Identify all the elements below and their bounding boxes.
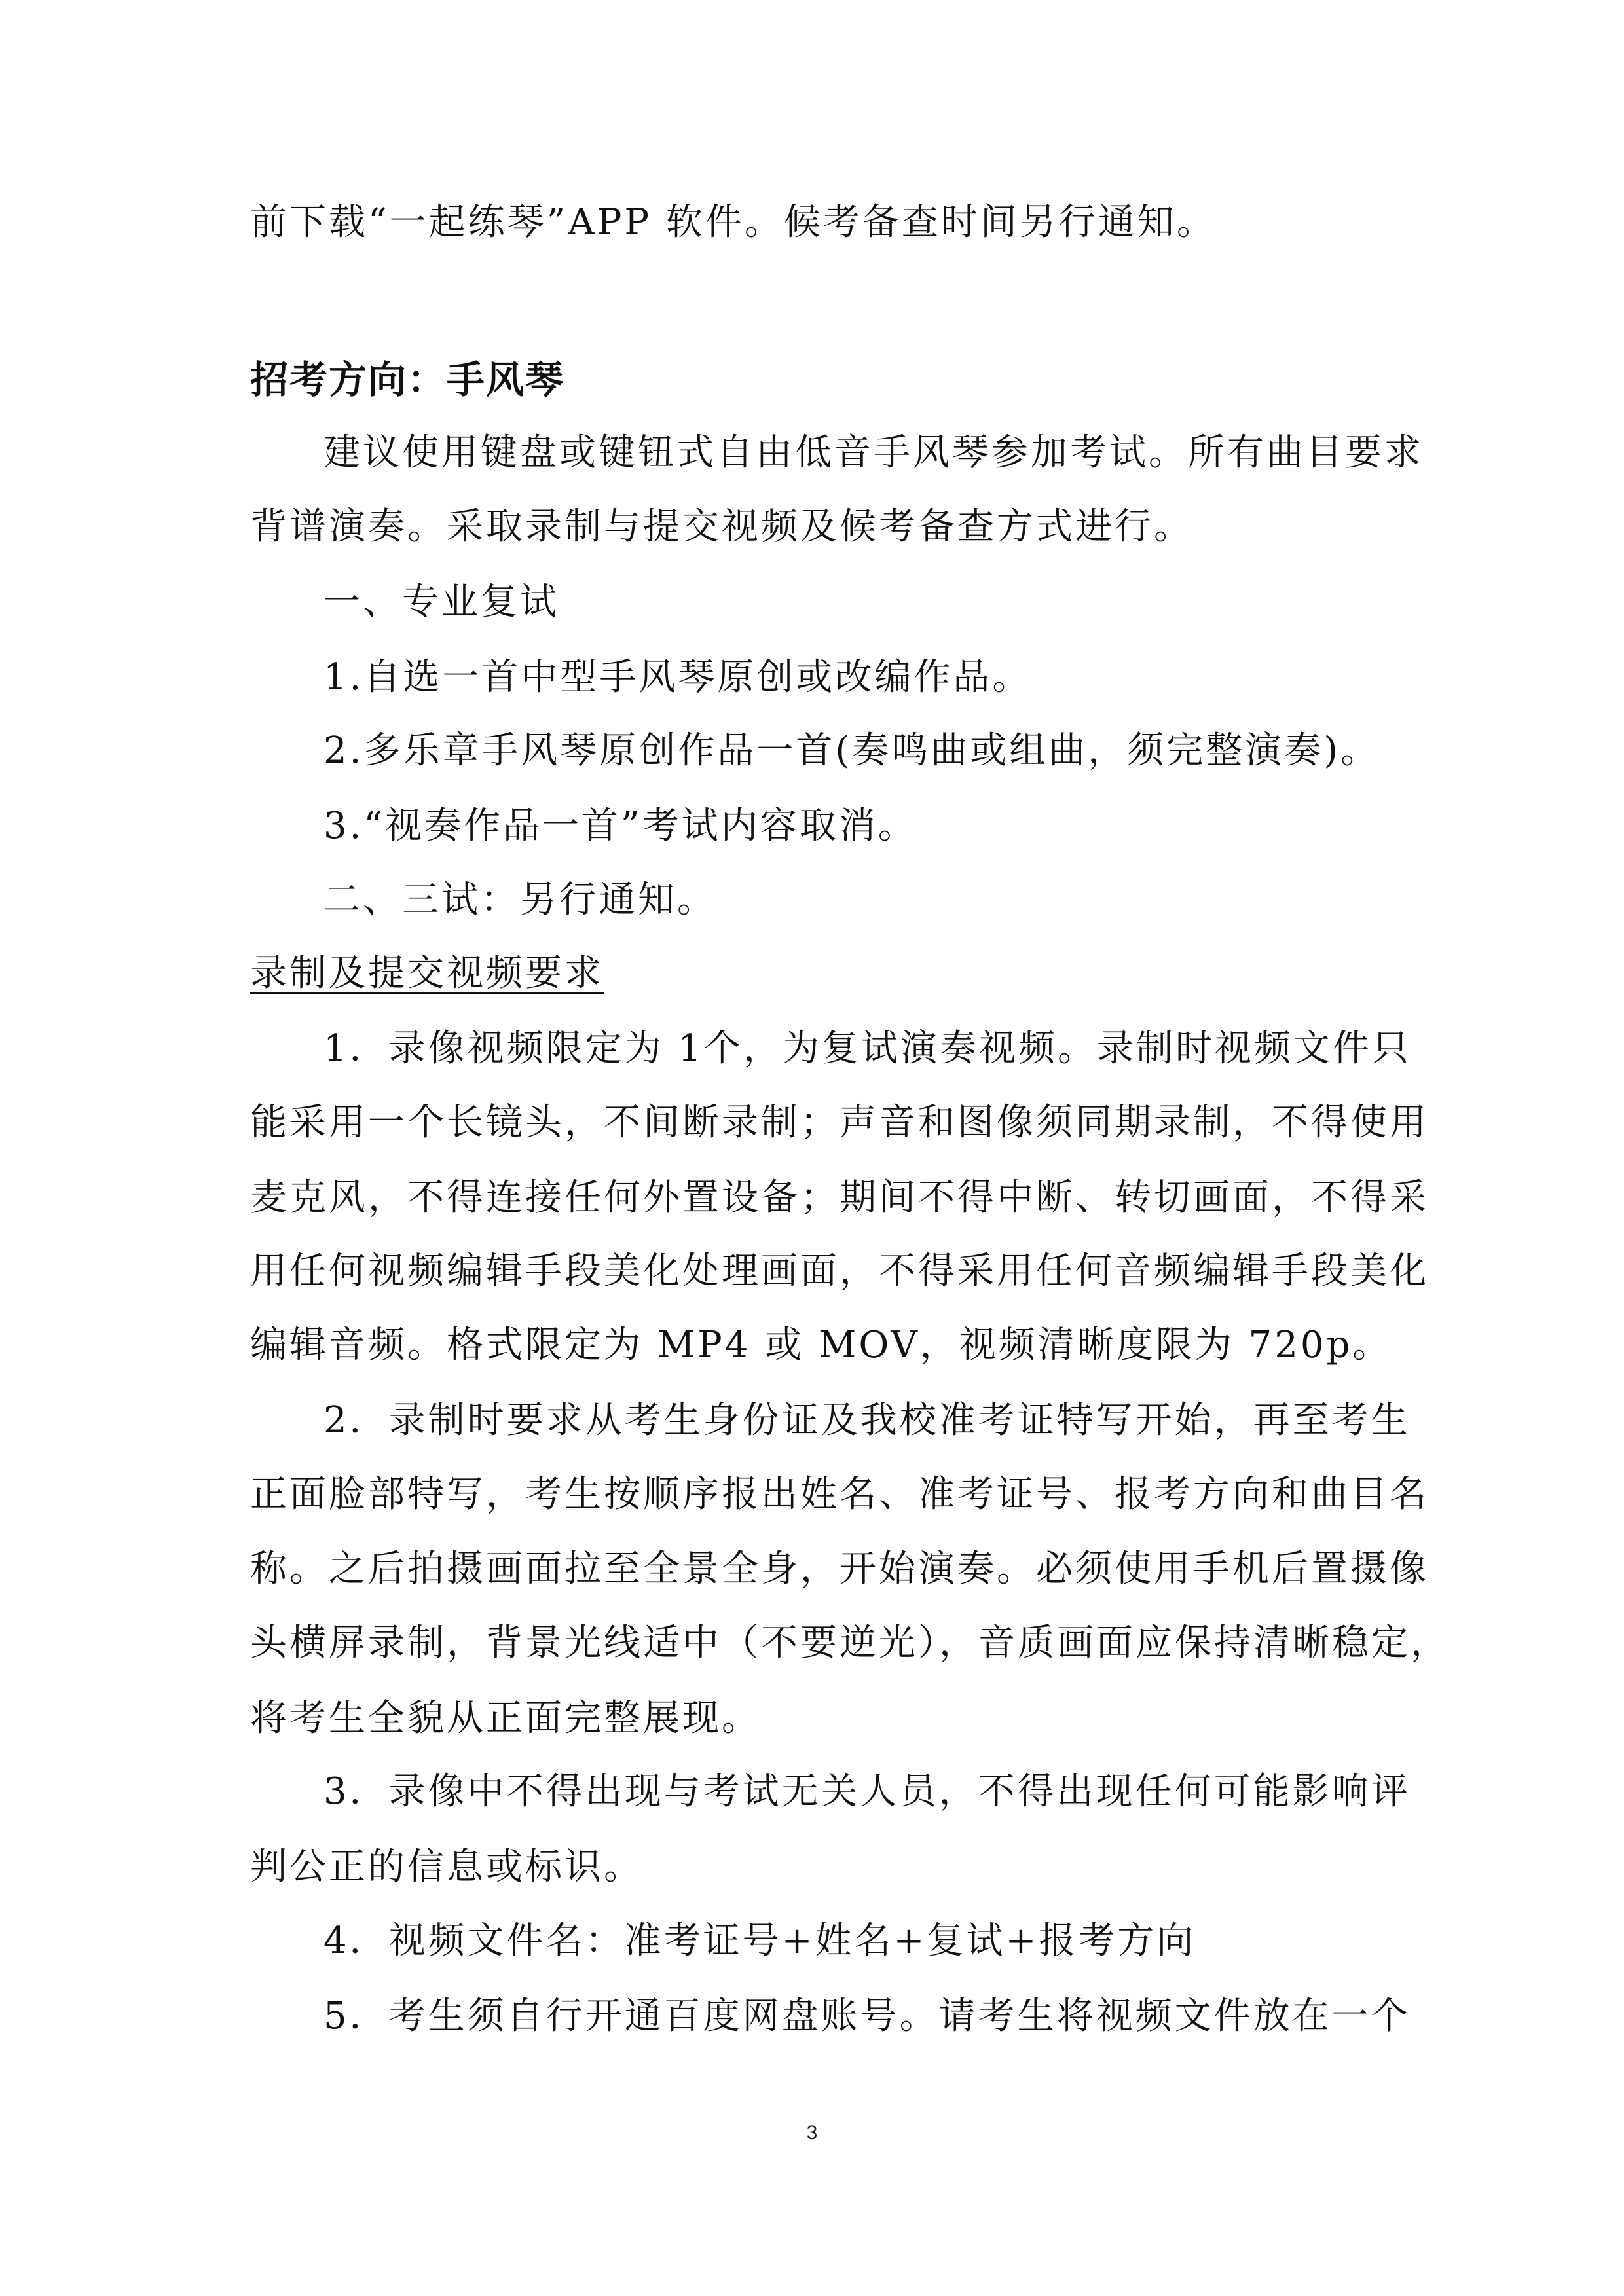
text-line: 编辑音频。格式限定为 MP4 或 MOV，视频清晰度限为 720p。 — [250, 1324, 1392, 1366]
underlined-heading: 录制及提交视频要求 — [250, 952, 604, 994]
text-line: 建议使用键盘或键钮式自由低音手风琴参加考试。所有曲目要求 — [323, 431, 1424, 474]
section-heading: 招考方向：手风琴 — [250, 357, 565, 402]
text-line: 能采用一个长镜头，不间断录制；声音和图像须同期录制，不得使用 — [250, 1101, 1429, 1144]
text-line: 头横屏录制，背景光线适中（不要逆光），音质画面应保持清晰稳定， — [250, 1622, 1450, 1664]
page-number: 3 — [806, 2122, 818, 2143]
text-line: 麦克风，不得连接任何外置设备；期间不得中断、转切画面，不得采 — [250, 1176, 1429, 1219]
subsection-heading: 一、专业复试 — [323, 581, 559, 623]
text-line: 前下载“一起练琴”APP 软件。候考备查时间另行通知。 — [250, 201, 1216, 244]
list-item: 3.“视奏作品一首”考试内容取消。 — [323, 805, 917, 847]
text-line: 5．考生须自行开通百度网盘账号。请考生将视频文件放在一个 — [323, 1995, 1411, 2037]
text-line: 背谱演奏。采取录制与提交视频及候考备查方式进行。 — [250, 505, 1193, 548]
list-item: 1.自选一首中型手风琴原创或改编作品。 — [323, 656, 1032, 699]
text-line: 4．视频文件名：准考证号+姓名+复试+报考方向 — [323, 1920, 1196, 1962]
text-line: 正面脸部特写，考生按顺序报出姓名、准考证号、报考方向和曲目名 — [250, 1473, 1429, 1516]
text-line: 2．录制时要求从考生身份证及我校准考证特写开始，再至考生 — [323, 1399, 1411, 1442]
text-line: 将考生全貌从正面完整展现。 — [250, 1697, 761, 1740]
text-line: 3．录像中不得出现与考试无关人员，不得出现任何可能影响评 — [323, 1770, 1411, 1813]
subsection-heading: 二、三试：另行通知。 — [323, 879, 716, 921]
text-line: 判公正的信息或标识。 — [250, 1846, 643, 1888]
text-line: 1．录像视频限定为 1个，为复试演奏视频。录制时视频文件只 — [323, 1027, 1412, 1070]
list-item: 2.多乐章手风琴原创作品一首(奏鸣曲或组曲，须完整演奏)。 — [323, 729, 1380, 772]
text-line: 用任何视频编辑手段美化处理画面，不得采用任何音频编辑手段美化 — [250, 1250, 1429, 1292]
text-line: 称。之后拍摄画面拉至全景全身，开始演奏。必须使用手机后置摄像 — [250, 1548, 1429, 1590]
